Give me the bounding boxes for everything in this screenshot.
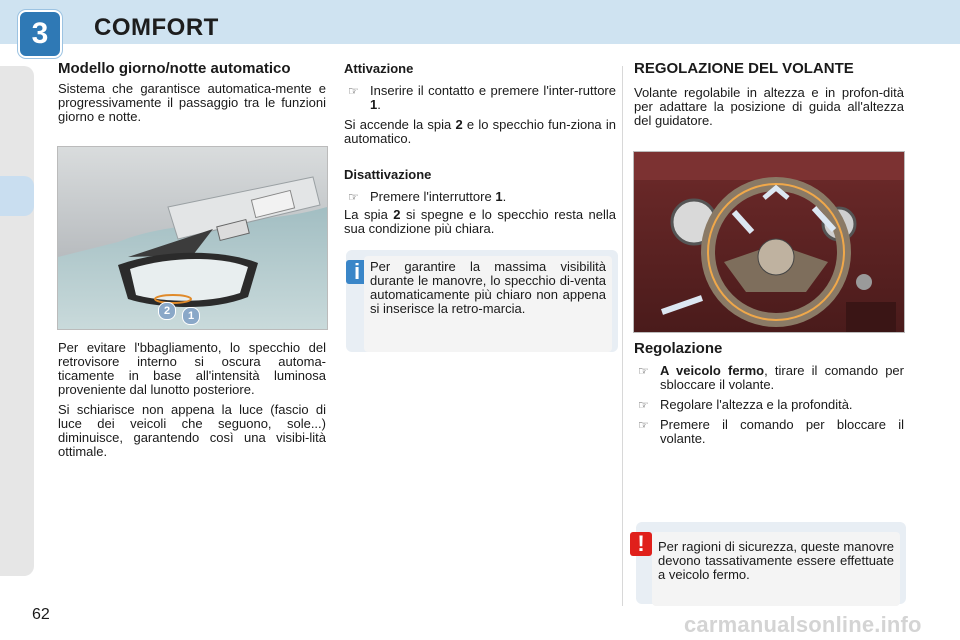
activation-step-text: Inserire il contatto e premere l'inter-ruttore: [370, 83, 616, 98]
activation-step: [344, 84, 616, 112]
callout-1: 1: [182, 307, 200, 325]
activation-result: [344, 118, 616, 146]
watermark: carmanualsonline.info: [684, 612, 922, 637]
day-night-intro: Sistema che garantisce automatica-mente e progressivamente il passaggio tra le funzioni giorno e notte.: [58, 81, 326, 124]
warning-icon: !: [630, 532, 652, 556]
adjustment-step-1-text: , tirare il comando per sbloccare il volante.: [660, 363, 904, 392]
deactivation-step: [344, 190, 616, 204]
steering-wheel-photo: [633, 151, 905, 333]
right-column-lower: [634, 342, 904, 446]
adjustment-step-3-text: Premere il comando per bloccare il volante.: [660, 417, 904, 446]
activation-step-ref: 1: [370, 97, 378, 112]
deactivation-result-a: La spia: [344, 207, 388, 222]
deactivation-step-end: .: [502, 189, 507, 204]
side-rail: [0, 66, 34, 576]
callout-2: 2: [158, 302, 176, 320]
pointing-hand-icon: ☞: [348, 190, 359, 204]
adjustment-heading: Regolazione: [634, 340, 723, 357]
info-note: [346, 250, 618, 352]
info-note-text: Per garantire la massima visibilità durante le manovre, lo specchio di-venta automaticamente più chiaro non appena si inserisce la retro-marcia.: [364, 256, 612, 352]
page-number: 62: [32, 606, 50, 623]
pointing-hand-icon: ☞: [348, 84, 359, 98]
left-column: [58, 62, 326, 124]
activation-heading: Attivazione: [344, 61, 414, 76]
activation-result-b: e lo specchio fun-ziona in automatico.: [344, 117, 616, 146]
deactivation-result-b: si spegne e lo specchio resta nella sua condizione più chiara.: [344, 207, 617, 236]
activation-result-a: Si accende la spia: [344, 117, 452, 132]
left-column-lower: [58, 341, 326, 459]
steering-wheel-illustration: [634, 152, 904, 332]
middle-column: [344, 62, 616, 236]
steering-wheel-heading: REGOLAZIONE DEL VOLANTE: [634, 60, 854, 77]
warning-note-text: Per ragioni di sicurezza, queste manovre devono tassativamente essere effettuate a veicolo fermo.: [652, 532, 900, 606]
chapter-title: COMFORT: [94, 14, 219, 41]
adjustment-step-2: [634, 398, 904, 412]
chapter-number-badge: 3: [18, 10, 62, 58]
deactivation-step-ref: 1: [495, 189, 503, 204]
adjustment-step-2-text: Regolare l'altezza e la profondità.: [660, 397, 853, 412]
activation-result-ref: 2: [455, 117, 463, 132]
info-icon: i: [346, 260, 368, 284]
warning-note: [636, 522, 906, 604]
adjustment-step-1: [634, 364, 904, 392]
pointing-hand-icon: ☞: [638, 364, 649, 378]
side-rail-tab: [0, 176, 34, 216]
deactivation-heading: Disattivazione: [344, 167, 432, 182]
deactivation-result-ref: 2: [393, 207, 401, 222]
deactivation-step-text: Premere l'interruttore: [370, 189, 492, 204]
day-night-paragraph-2: Si schiarisce non appena la luce (fascio di luce dei veicoli che seguono, sole...) diminuisce, garantendo così una visibi-lità ottimale.: [58, 402, 326, 459]
adjustment-step-1-bold: A veicolo fermo: [660, 363, 765, 378]
section-heading-day-night: Modello giorno/notte automatico: [58, 60, 291, 77]
day-night-paragraph-1: Per evitare l'bbagliamento, lo specchio del retrovisore interno si oscura automa-ticamente in base all'intensità luminosa proveniente dal lunotto posteriore.: [58, 340, 326, 397]
deactivation-result: [344, 208, 616, 236]
right-column: [634, 62, 904, 128]
activation-step-end: .: [377, 97, 381, 112]
rearview-mirror-photo: [57, 146, 328, 330]
pointing-hand-icon: ☞: [638, 398, 649, 412]
steering-wheel-intro: Volante regolabile in altezza e in profon-dità per adattare la posizione di guida all'altezza del guidatore.: [634, 85, 904, 128]
adjustment-step-3: [634, 418, 904, 446]
rearview-mirror-illustration: [58, 147, 327, 329]
pointing-hand-icon: ☞: [638, 418, 649, 432]
column-divider: [622, 66, 623, 606]
